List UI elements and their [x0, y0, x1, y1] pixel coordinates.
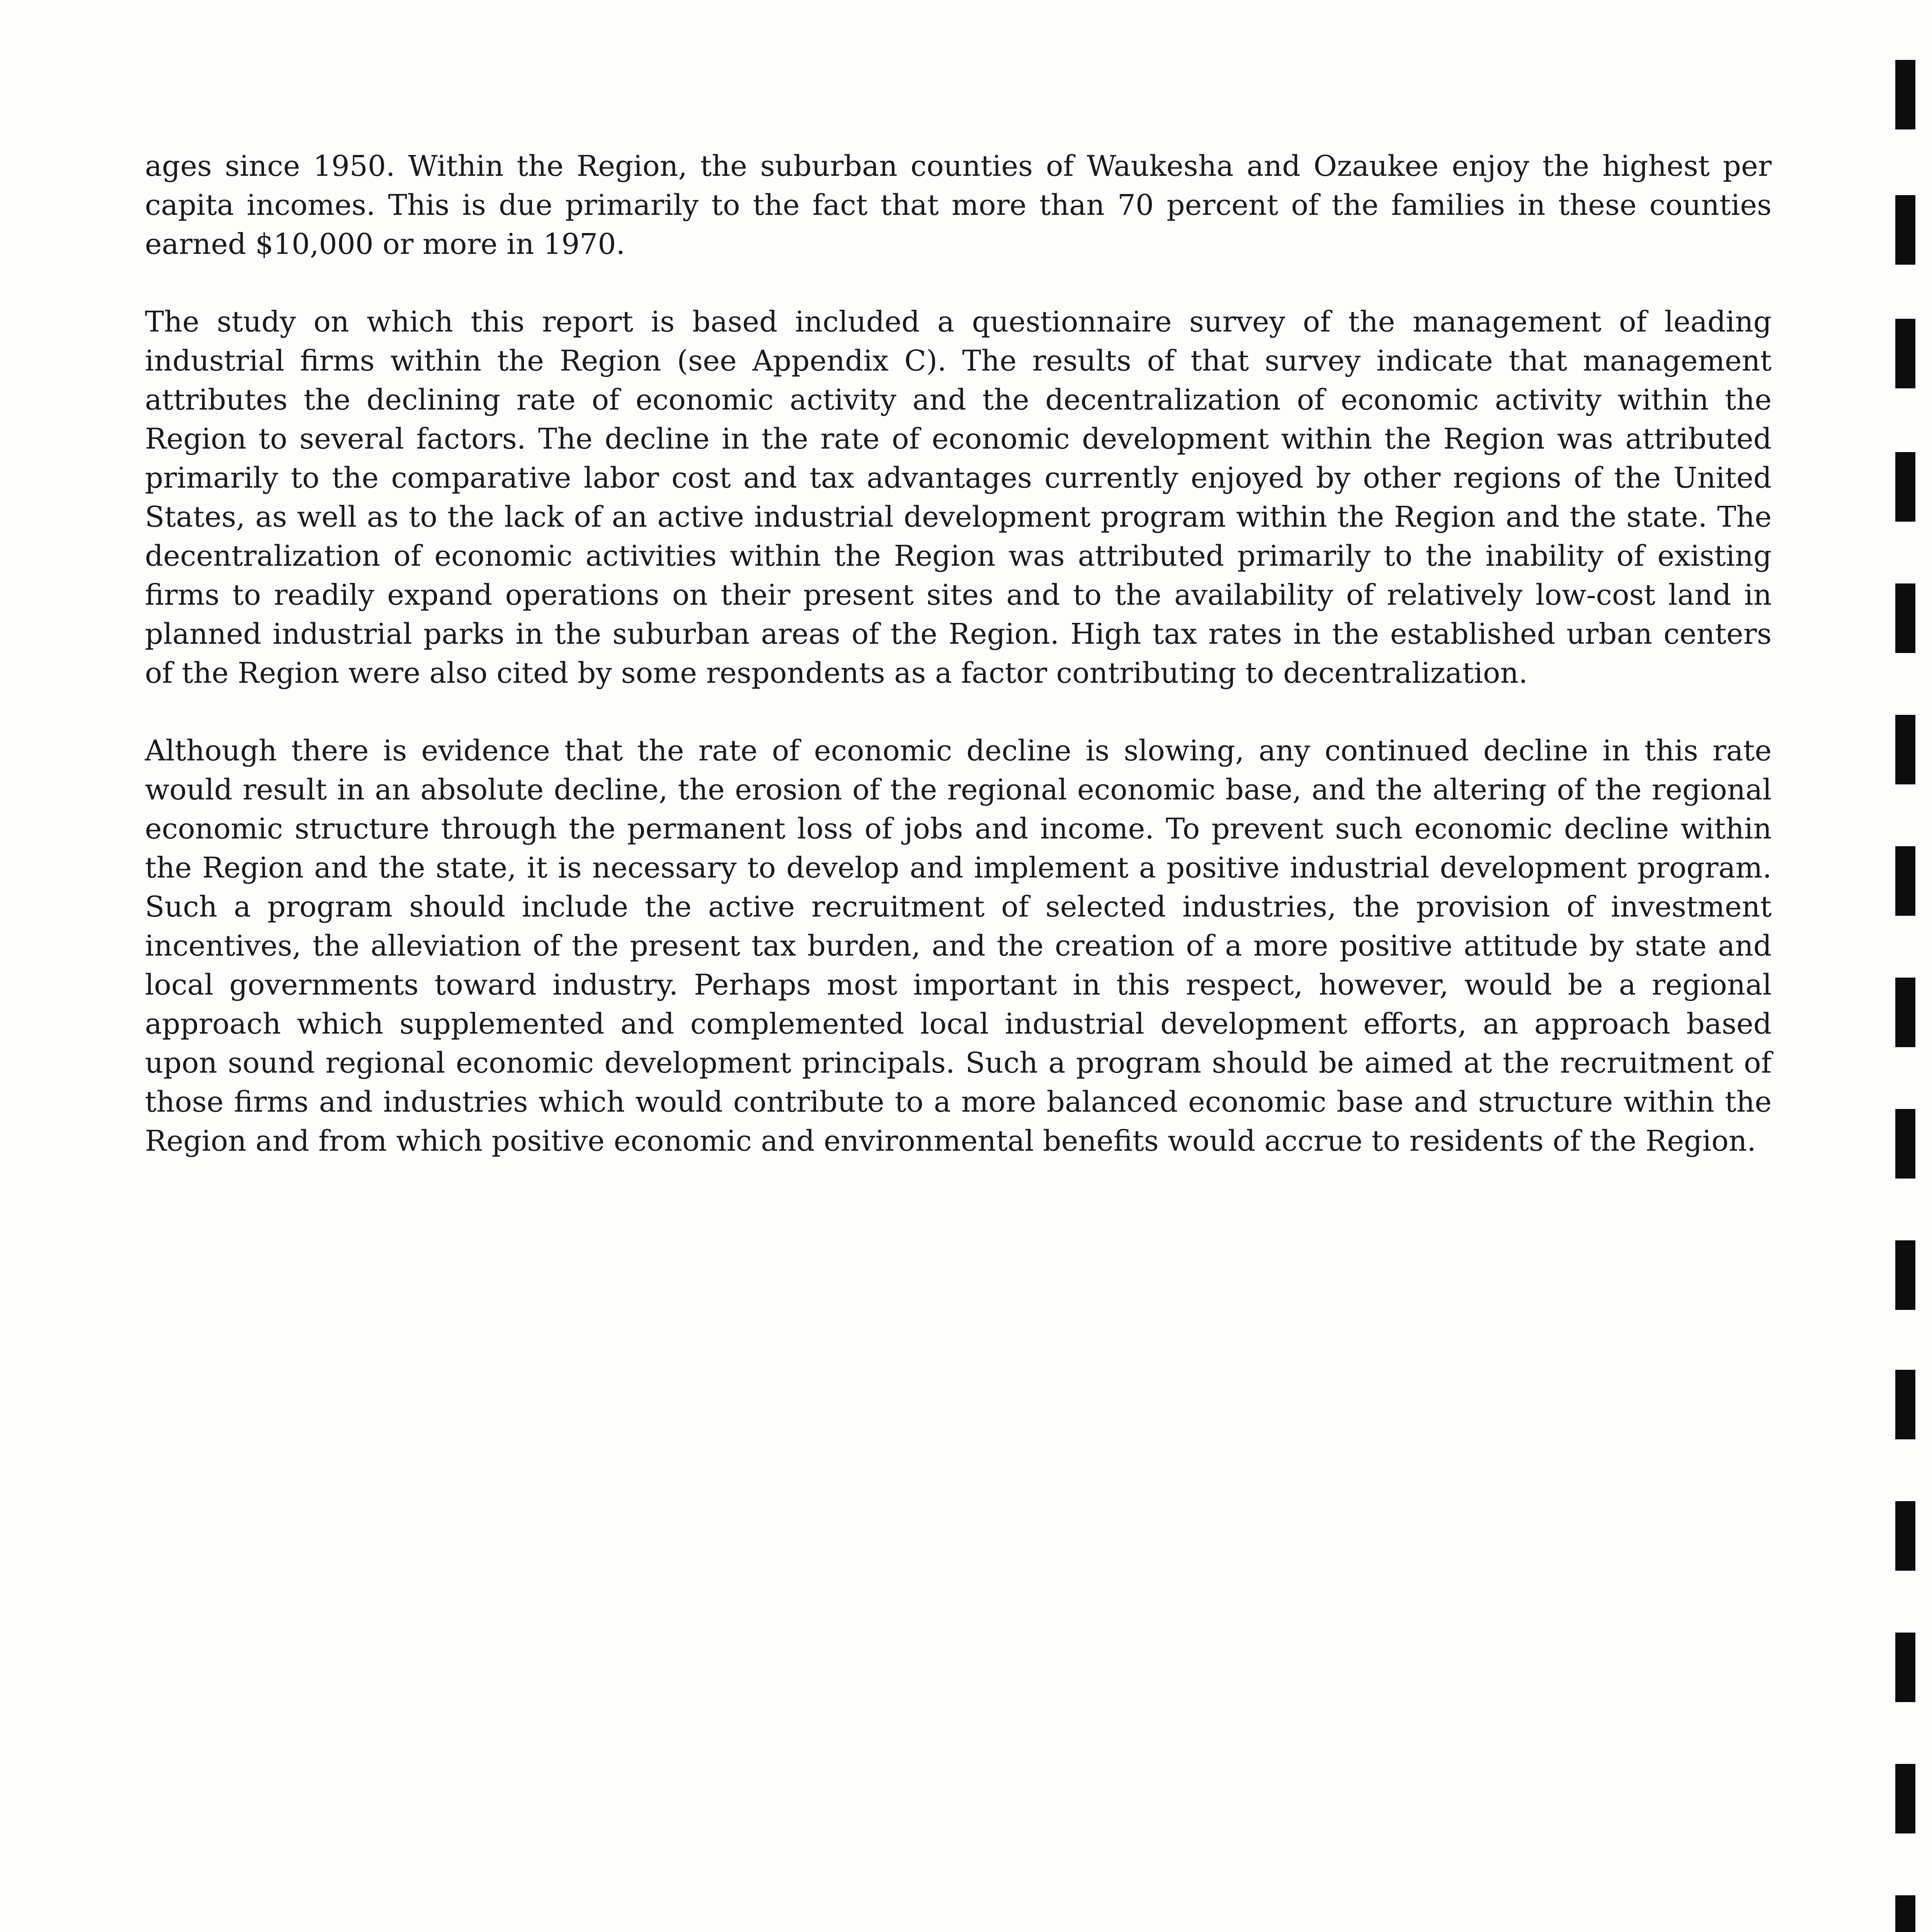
binding-mark [1895, 1240, 1915, 1310]
binding-mark [1895, 1370, 1915, 1439]
paragraph-income: ages since 1950. Within the Region, the suburban counties of Waukesha and Ozaukee enjoy the highest per capita incomes. This is due primarily to the fact that more than 70 percent of the families in these counties earned $10,000 or more in 1970. [145, 150, 1772, 261]
paragraph-economic-decline: Although there is evidence that the rate of economic decline is slowing, any continued decline in this rate would result in an absolute decline, the erosion of the regional economic base, and the altering of the regional economic structure through the permanent loss of jobs and income. To prevent such economic decline within the Region and the state, it is necessary to develop and implement a positive industrial development program. Such a program should include the active recruitment of selected industries, the provision of investment incentives, the alleviation of the present tax burden, and the creation of a more positive attitude by state and local governments toward industry. Perhaps most important in this respect, however, would be a regional approach which supplemented and complemented local industrial development efforts, an approach based upon sound regional economic development principals. Such a program should be aimed at the recruitment of those firms and industries which would contribute to a more balanced economic base and structure within the Region and from which positive economic and environmental benefits would accrue to residents of the Region. [145, 734, 1772, 1158]
binding-mark [1895, 452, 1915, 522]
binding-mark [1895, 1895, 1915, 1932]
binding-mark [1895, 715, 1915, 784]
binding-marks [1895, 0, 1918, 1932]
binding-mark [1895, 583, 1915, 653]
binding-mark [1895, 319, 1915, 388]
binding-mark [1895, 846, 1915, 916]
binding-mark [1895, 195, 1915, 265]
binding-mark [1895, 978, 1915, 1047]
binding-mark [1895, 1501, 1915, 1571]
binding-mark [1895, 60, 1915, 129]
paragraph-survey-results: The study on which this report is based included a questionnaire survey of the management of leading industrial firms within the Region (see Appendix C). The results of that survey indicate that management attributes the declining rate of economic activity and the decentralization of economic activity within the Region to several factors. The decline in the rate of economic development within the Region was attributed primarily to the comparative labor cost and tax advantages currently enjoyed by other regions of the United States, as well as to the lack of an active industrial development program within the Region and the state. The decentralization of economic activities within the Region was attributed primarily to the inability of existing firms to readily expand operations on their present sites and to the availability of relatively low-cost land in planned industrial parks in the suburban areas of the Region. High tax rates in the established urban centers of the Region were also cited by some respondents as a factor contributing to decentralization. [145, 305, 1772, 690]
binding-mark [1895, 1764, 1915, 1833]
body-text [145, 147, 1772, 1199]
binding-mark [1895, 1109, 1915, 1179]
binding-mark [1895, 1633, 1915, 1702]
